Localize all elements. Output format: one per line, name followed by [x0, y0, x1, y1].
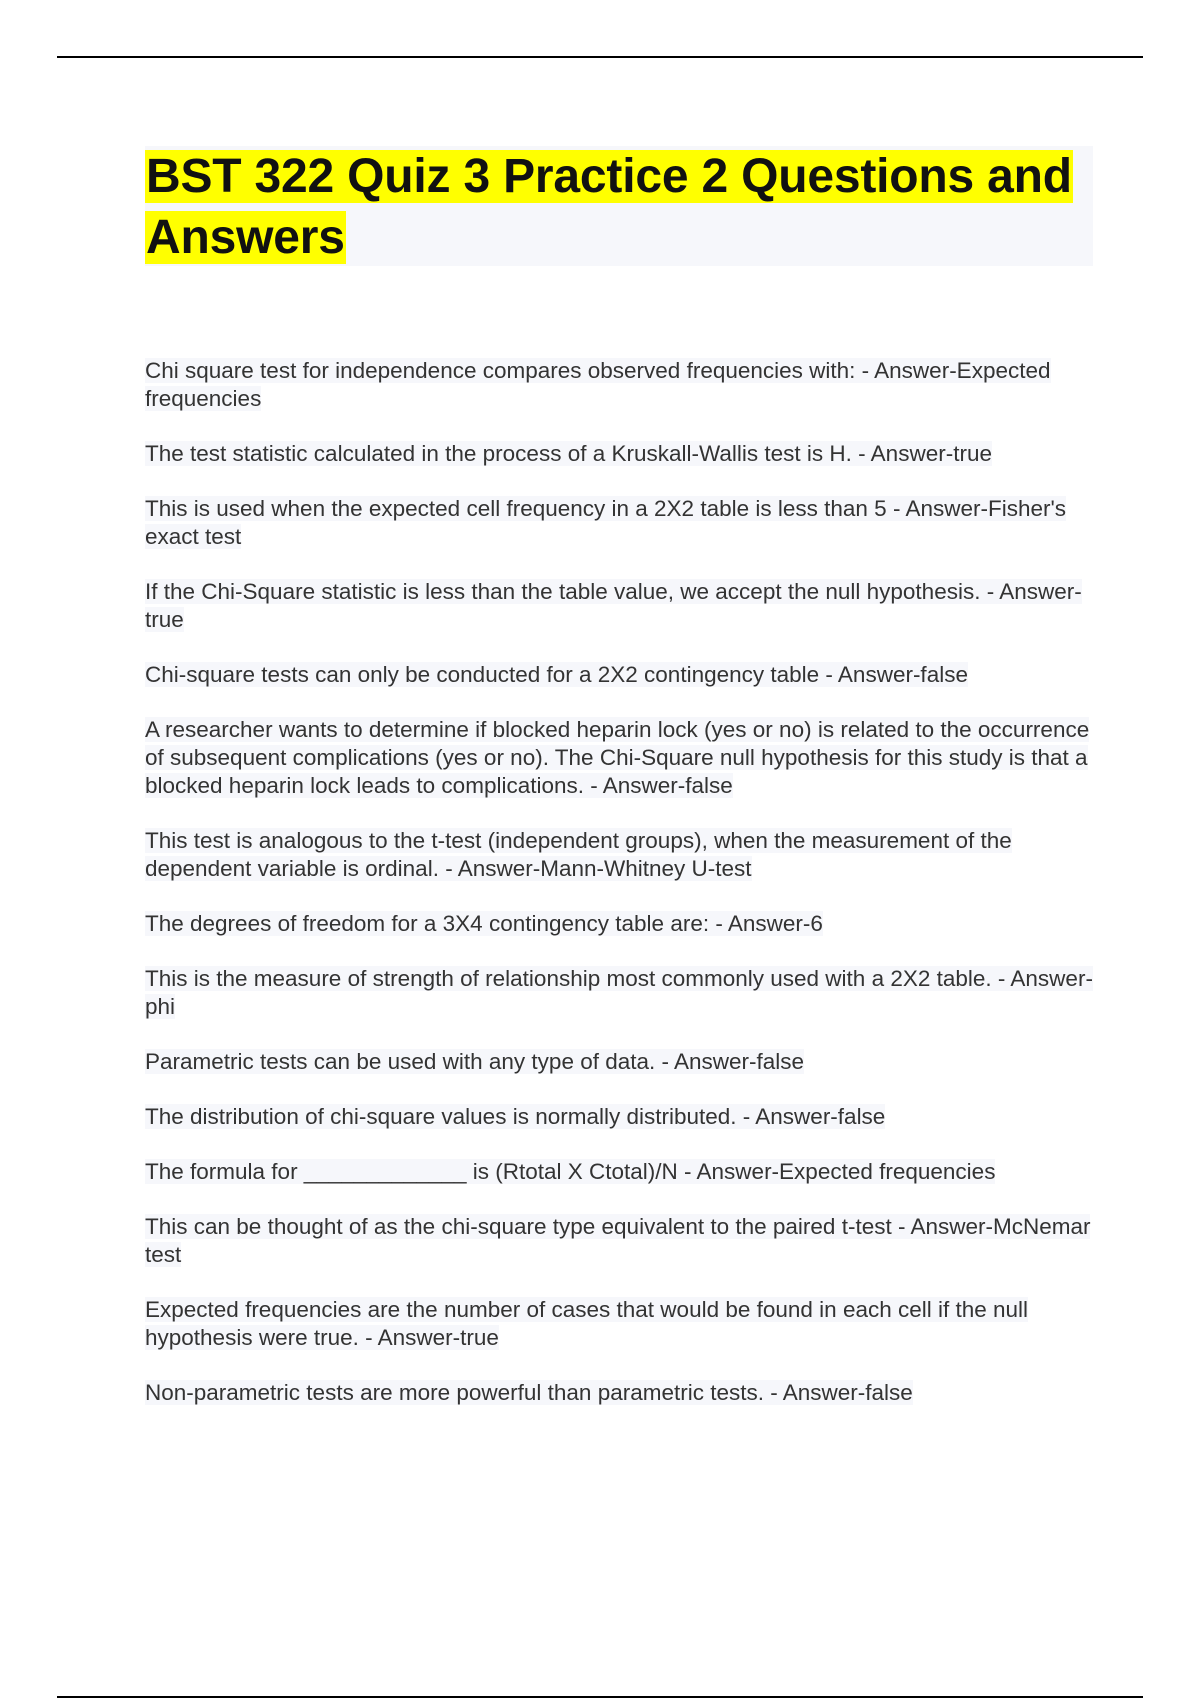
qa-list — [145, 357, 1095, 1434]
qa-item-8 — [145, 910, 1095, 938]
qa-item-text: This test is analogous to the t-test (independent groups), when the measurement of the dependent variable is ordinal. - Answer-Mann-Whitney U-test — [145, 828, 1012, 881]
qa-item-5 — [145, 661, 1095, 689]
qa-item-15 — [145, 1379, 1095, 1407]
qa-item-text: The distribution of chi-square values is normally distributed. - Answer-false — [145, 1104, 886, 1129]
qa-item-7 — [145, 827, 1095, 883]
qa-item-text: Parametric tests can be used with any type of data. - Answer-false — [145, 1049, 805, 1074]
qa-item-10 — [145, 1048, 1095, 1076]
qa-item-11 — [145, 1103, 1095, 1131]
qa-item-text: The test statistic calculated in the process of a Kruskall-Wallis test is H. - Answer-true — [145, 441, 992, 466]
qa-item-text: Chi square test for independence compares observed frequencies with: - Answer-Expected frequencies — [145, 358, 1051, 411]
qa-item-text: A researcher wants to determine if blocked heparin lock (yes or no) is related to the occurrence of subsequent complications (yes or no). The Chi-Square null hypothesis for this study is that a blocked heparin lock leads to complications. - Answer-false — [145, 717, 1090, 798]
title-block — [145, 146, 1093, 266]
qa-item-6 — [145, 716, 1095, 800]
qa-item-text: If the Chi-Square statistic is less than the table value, we accept the null hypothesis. - Answer-true — [145, 579, 1082, 632]
qa-item-2 — [145, 440, 1095, 468]
qa-item-text: Expected frequencies are the number of cases that would be found in each cell if the null hypothesis were true. - Answer-true — [145, 1297, 1029, 1350]
qa-item-13 — [145, 1213, 1095, 1269]
document-title-text: BST 322 Quiz 3 Practice 2 Questions and Answers — [146, 150, 1072, 264]
qa-item-text: Non-parametric tests are more powerful than parametric tests. - Answer-false — [145, 1380, 913, 1405]
top-rule — [57, 56, 1143, 58]
bottom-rule — [57, 1696, 1143, 1698]
qa-item-3 — [145, 495, 1095, 551]
qa-item-1 — [145, 357, 1095, 413]
qa-item-text: Chi-square tests can only be conducted for a 2X2 contingency table - Answer-false — [145, 662, 968, 687]
qa-item-9 — [145, 965, 1095, 1021]
qa-item-text: This is used when the expected cell frequency in a 2X2 table is less than 5 - Answer-Fisher's exact test — [145, 496, 1067, 549]
qa-item-text: This is the measure of strength of relationship most commonly used with a 2X2 table. - Answer-phi — [145, 966, 1093, 1019]
qa-item-text: The degrees of freedom for a 3X4 contingency table are: - Answer-6 — [145, 911, 823, 936]
qa-item-4 — [145, 578, 1095, 634]
qa-item-text: This can be thought of as the chi-square type equivalent to the paired t-test - Answer-McNemar test — [145, 1214, 1091, 1267]
qa-item-14 — [145, 1296, 1095, 1352]
document-title — [145, 146, 1093, 268]
qa-item-12 — [145, 1158, 1095, 1186]
qa-item-text: The formula for _____________ is (Rtotal X Ctotal)/N - Answer-Expected frequencies — [145, 1159, 996, 1184]
